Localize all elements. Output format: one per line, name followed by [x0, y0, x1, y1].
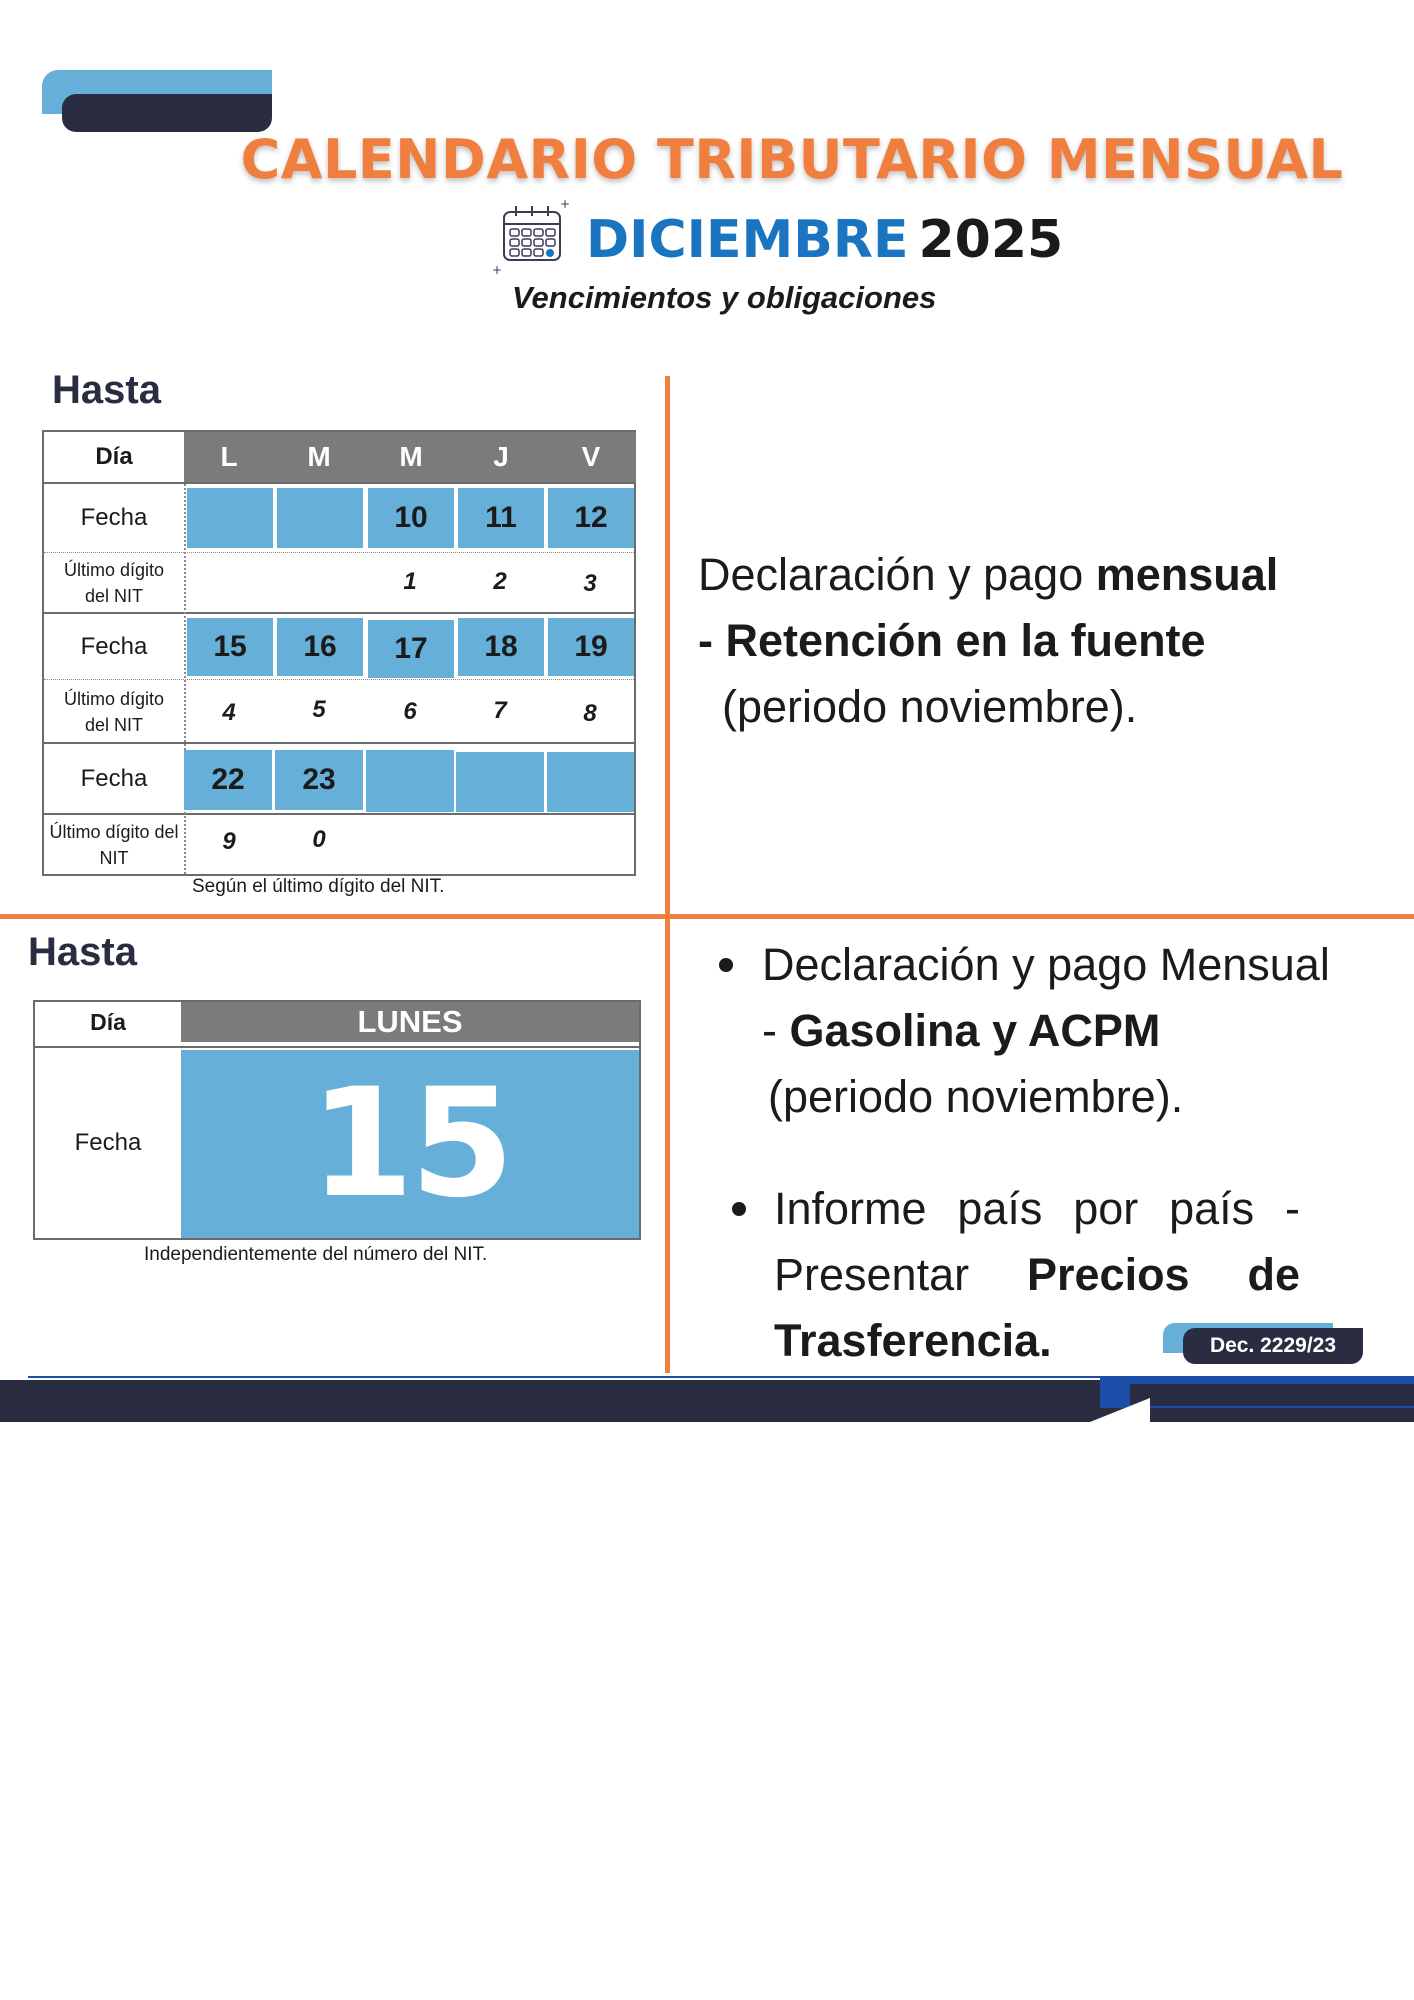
page-title: CALENDARIO TRIBUTARIO MENSUAL: [240, 128, 1344, 191]
date-cell: [547, 752, 634, 812]
weekday-j: J: [493, 441, 509, 472]
fuel-tax-date-table: [33, 1000, 641, 1240]
footer-accent-dark: [1130, 1384, 1414, 1406]
date-cell: 18: [458, 618, 544, 676]
transfer-pricing-line3: Trasferencia.: [774, 1315, 1052, 1366]
month-name: DICIEMBRE: [586, 210, 909, 270]
vertical-divider: [665, 376, 670, 1373]
dia-header: Día: [90, 1008, 126, 1035]
date-cell: 23: [275, 750, 363, 810]
nit-digit: 1: [403, 568, 417, 595]
fuel-description-line1: Declaración y pago Mensual: [762, 939, 1330, 990]
digit-label-week2: Último dígito del NIT: [63, 688, 165, 735]
retention-description-line1: Declaración y pago mensual: [698, 549, 1279, 600]
nit-digit: 7: [493, 697, 507, 724]
date-cell: [187, 488, 273, 548]
section2-note: Independientemente del número del NIT.: [144, 1244, 488, 1265]
date-cell: 22: [184, 750, 272, 810]
weekday-m2: M: [399, 441, 423, 472]
weekday-lunes-header: LUNES: [181, 1002, 639, 1042]
section1-note: Según el último dígito del NIT.: [192, 876, 445, 897]
bullet-icon: [732, 1202, 746, 1216]
nit-digit: 6: [403, 698, 417, 725]
footer-slant: [1090, 1378, 1150, 1422]
nit-digit: 8: [583, 700, 597, 727]
svg-text:+: +: [560, 197, 571, 211]
horizontal-divider: [0, 914, 1414, 919]
transfer-pricing-line1: Informe país por país -: [774, 1183, 1300, 1234]
fuel-description-line3: (periodo noviembre).: [768, 1071, 1184, 1122]
date-cell: [366, 750, 454, 812]
fecha-label-week3: Fecha: [80, 764, 148, 792]
nit-digit: 5: [312, 696, 326, 723]
weekday-m1: M: [307, 441, 331, 472]
date-cell: 15: [187, 618, 273, 676]
date-cell: 16: [277, 618, 363, 676]
year: 2025: [918, 210, 1064, 270]
fecha-label: Fecha: [74, 1129, 142, 1156]
digit-label-week3: Último dígito del NIT: [49, 821, 179, 868]
page-subtitle: Vencimientos y obligaciones: [512, 280, 937, 315]
dia-header: Día: [95, 443, 133, 470]
fecha-label-week2: Fecha: [80, 632, 148, 660]
due-date-number: 15: [309, 1057, 511, 1231]
bullet-icon: [719, 958, 733, 972]
svg-text:+: +: [492, 262, 503, 277]
nit-digit: 2: [493, 568, 507, 595]
calendar-icon: [490, 198, 572, 283]
transfer-pricing-line2: Presentar Precios de: [774, 1249, 1300, 1300]
nit-digit: 0: [312, 826, 326, 853]
header-tab-decoration-dark: [62, 94, 272, 132]
date-cell: 19: [548, 618, 634, 676]
date-cell: [456, 752, 544, 812]
decree-badge: Dec. 2229/23: [1183, 1328, 1363, 1364]
section2-hasta-label: Hasta: [28, 930, 137, 974]
weekday-header: [184, 432, 636, 482]
date-cell: 11: [458, 488, 544, 548]
date-cell: 10: [368, 488, 454, 548]
weekday-l: L: [220, 441, 238, 472]
nit-digit: 4: [222, 699, 236, 726]
nit-digit: 3: [583, 570, 597, 597]
retention-description-line2: - Retención en la fuente: [698, 615, 1206, 666]
retention-calendar-table: [42, 430, 636, 876]
fuel-description-line2: - Gasolina y ACPM: [762, 1005, 1161, 1056]
date-cell: 17: [368, 620, 454, 678]
month-heading: [490, 197, 1064, 280]
date-cell: [277, 488, 363, 548]
weekday-v: V: [581, 441, 601, 472]
fecha-label-week1: Fecha: [80, 504, 148, 531]
due-date-cell: [181, 1050, 639, 1238]
date-cell: 12: [548, 488, 634, 548]
digit-label-week1: Último dígito del NIT: [63, 560, 165, 606]
retention-description-line3: (periodo noviembre).: [722, 681, 1138, 732]
section1-hasta-label: Hasta: [52, 368, 161, 412]
nit-digit: 9: [222, 828, 236, 855]
